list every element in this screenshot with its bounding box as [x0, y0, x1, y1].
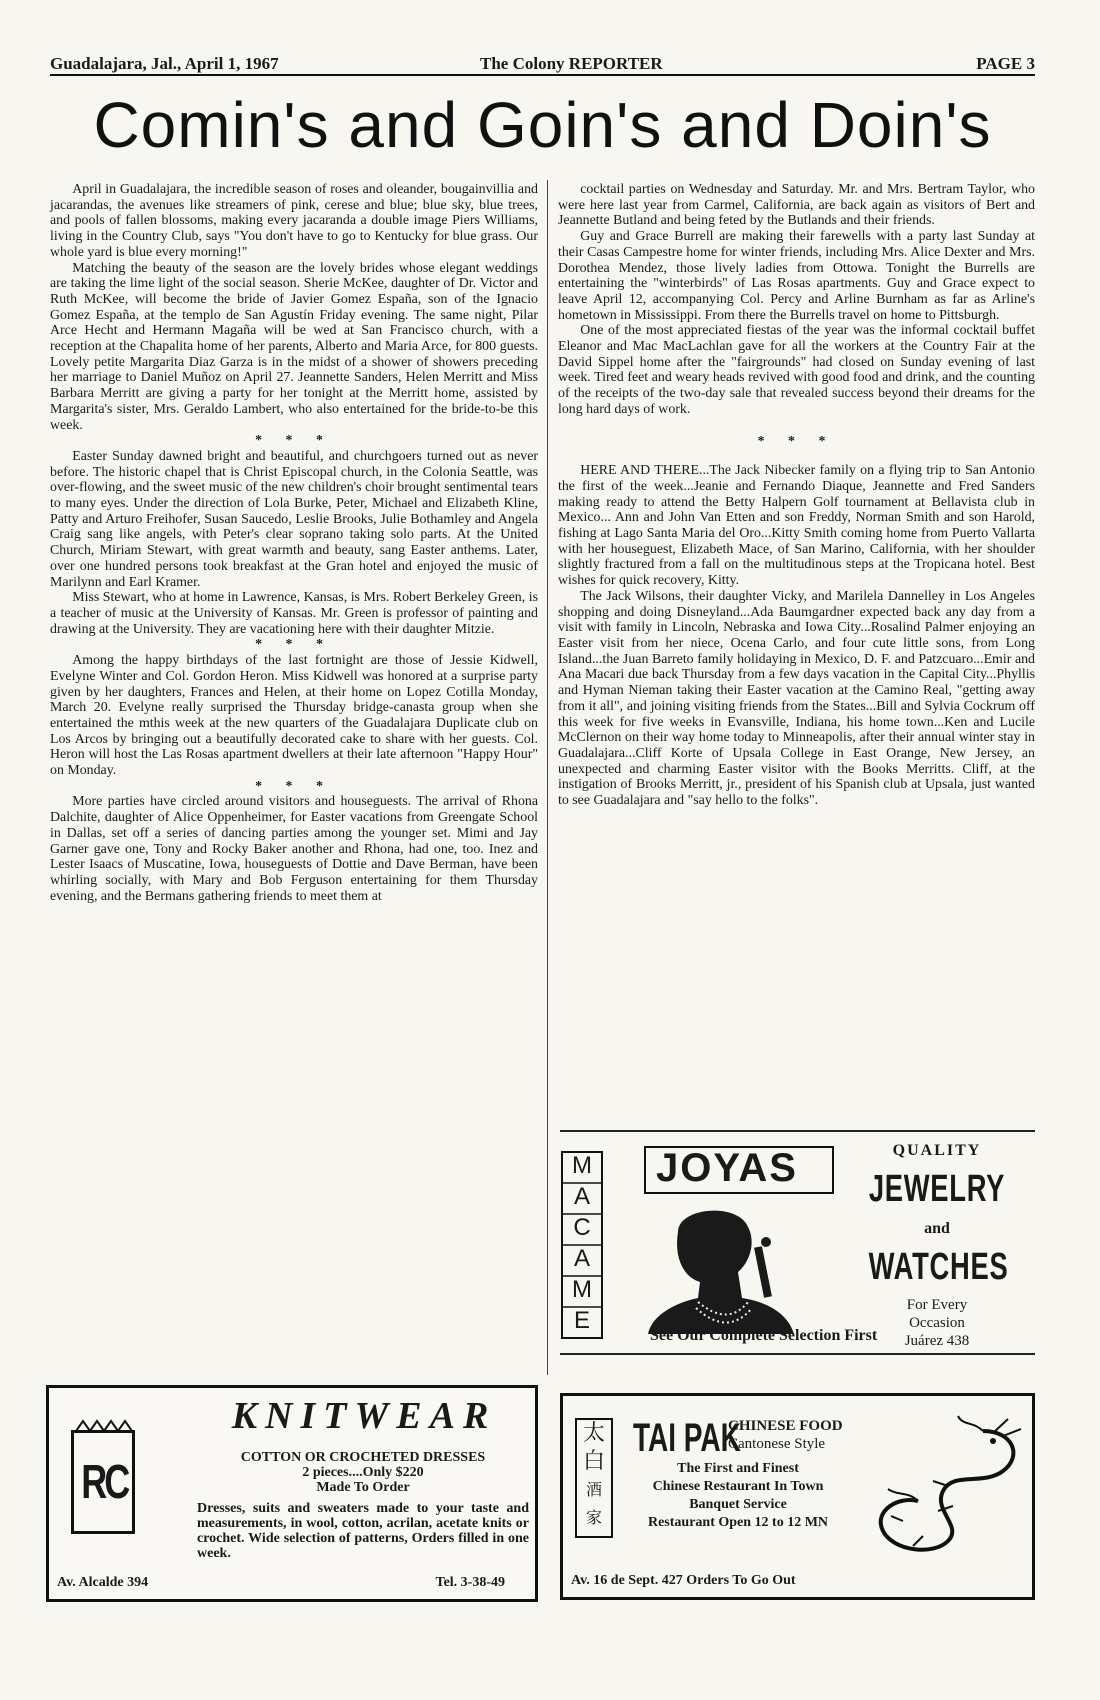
macame-letter: E [573, 1307, 590, 1334]
knitwear-advertisement [46, 1385, 538, 1602]
page-title: Comin's and Goin's and Doin's [93, 89, 992, 161]
article-paragraph: Miss Stewart, who at home in Lawrence, Kansas, is Mrs. Robert Berkeley Green, is a teacher of music at the University of Kansas. Mr. Green is professor of painting and drawing at the University. They are vacationing here with their daughter Mitzie. [50, 590, 538, 637]
taipak-copy [623, 1460, 853, 1532]
knitwear-line: Made To Order [316, 1480, 410, 1495]
woman-portrait-icon [638, 1202, 798, 1334]
chinese-food-label: CHINESE FOOD [728, 1418, 843, 1434]
selection-line: See Our Complete Selection First [650, 1327, 878, 1344]
quality-label: QUALITY [892, 1142, 982, 1159]
section-separator: * * * [255, 433, 333, 449]
address-line: Juárez 438 [904, 1333, 970, 1349]
page-header [50, 52, 1035, 76]
section-separator: * * * [757, 433, 836, 449]
taipak-line: Banquet Service [689, 1497, 787, 1512]
article-paragraph: HERE AND THERE...The Jack Nibecker family on a flying trip to San Antonio the first of the week...Jeanie and Fernando Diaque, Jeannette and Fred Sanders making ready to attend the Betty Halpern Golf tournament at Bellavista club in Mexico... Ann and John Van Etten and son Freddy, Norman Smith and son Harold, fishing at Lago Santa Maria del Oro...Kitty Smith coming home from Puerto Vallarta with her houseguest, Elizabeth Mace, of San Marino, California, with her shoulder slightly fractured from a fall on the multitudinous steps at the Tropicana hotel. Best wishes for quick recovery, Kitty. [558, 463, 1035, 589]
joyas-word: JOYAS [656, 1146, 798, 1190]
macame-logo [560, 1150, 604, 1334]
knitwear-address: Av. Alcalde 394 [57, 1575, 149, 1590]
dateline: Guadalajara, Jal., April 1, 1967 [50, 54, 279, 73]
joyas-tagline [842, 1142, 1032, 1350]
page-number: PAGE 3 [976, 54, 1035, 73]
chinese-character: 白 [582, 1449, 605, 1474]
knitwear-footer [57, 1575, 527, 1591]
section-separator: * * * [255, 637, 333, 653]
chinese-character: 家 [585, 1508, 602, 1527]
watches-label: WATCHES [868, 1246, 1009, 1288]
article-paragraph: One of the most appreciated fiestas of the year was the informal cocktail buffet Eleanor and Mac MacLachlan gave for all the workers at the Country Fair at the David Sippel home after the "fairgrounds" had closed on Sunday evening of last week. Tired feet and weary heads revived with good food and drink, and the counting of the receipts of the two-day sale that revealed success beyond their dreams for the long hard days of work. [558, 323, 1035, 417]
article-paragraph: The Jack Wilsons, their daughter Vicky, and Marilela Dannelley in Los Angeles shopping and doing Disneyland...Ada Baumgardner expected back any day from a visit with family in Lincoln, Nebraska and Iowa City...Rosalind Palmer enjoying an Easter visit from her niece, Ocena Carlo, and four cute little sons, from Long Island...the Juan Barreto family holidaying in Mexico, D. F. and Patzcuaro...Emir and Ana Macari due back Thursday from a few days vacation in the Capital City...Phyllis and Hyman Nieman taking their Easter vacation at the Camino Real, "getting away from it all", and joining visiting friends from the States...Bill and Sylvia Cockrum off this week for five weeks in Evansville, Indiana, his home town...Ken and Lucile McClernon on their way home today to Minneapolis, after their annual winter stay in Guadalajara...Cliff Korte of Upsala College in East Orange, New Jersey, an unexpected and charming Easter visitor with the Books Merritts. Cliff, at the instigation of Brooks Merritt, jr., president of his Spanish club at Upsala, just wanted to see Guadalajara and "say hello to the folks". [558, 588, 1035, 809]
macame-letter: M [572, 1152, 592, 1179]
knitwear-body: Dresses, suits and sweaters made to your taste and measurements, in wool, cotton, acrilan, acetate knits or crochet. Wide selection of patterns, Orders filled in one week. [197, 1501, 529, 1561]
rc-logo-text: RC [81, 1456, 128, 1509]
occasion-line: For Every [906, 1297, 968, 1313]
dragon-icon [863, 1411, 1028, 1561]
article-paragraph: cocktail parties on Wednesday and Saturday. Mr. and Mrs. Bertram Taylor, who were here last year from Carmel, California, are back again as visitors of Bert and Jeannette Butland and being feted by the Butlands and their friends. [558, 182, 1035, 229]
article-paragraph: Among the happy birthdays of the last fortnight are those of Jessie Kidwell, Evelyne Winter and Col. Gordon Heron. Miss Kidwell was honored at a surprise party given by her daughters, Frances and Helen, at their home on Lopez Cotilla Monday, March 20. Evelyne really surprised the Thursday bridge-canasta group when she entertained the mthis week at the new quarters of the Guadalajara Duplicate club on Los Arcos by bringing out a beautifully decorated cake to share with her guests. Col. Heron will host the Las Rosas apartment dwellers at their late afternoon "Happy Hour" on Monday. [50, 653, 538, 779]
macame-letter: A [573, 1183, 590, 1210]
knitwear-line: COTTON OR CROCHETED DRESSES [240, 1450, 486, 1465]
rc-logo [71, 1430, 135, 1534]
knitwear-copy [197, 1450, 529, 1561]
chinese-character: 太 [582, 1421, 605, 1446]
macame-letter: M [572, 1276, 592, 1303]
zigzag-icon [76, 1419, 132, 1433]
macame-letter: A [573, 1245, 590, 1272]
jewelry-label: JEWELRY [868, 1168, 1006, 1210]
section-separator: * * * [255, 778, 333, 794]
macame-letter: C [573, 1214, 591, 1241]
knitwear-title: KNITWEAR [231, 1395, 497, 1437]
chinese-character: 酒 [585, 1480, 602, 1499]
taipak-hours: Restaurant Open 12 to 12 MN [647, 1515, 829, 1530]
and-label: and [924, 1220, 950, 1237]
newspaper-name: The Colony REPORTER [480, 54, 663, 73]
joyas-advertisement [560, 1130, 1035, 1355]
taipak-line: Chinese Restaurant In Town [652, 1479, 824, 1494]
taipak-name: TAI PAK [633, 1416, 741, 1460]
article-paragraph: Matching the beauty of the season are the lovely brides whose elegant weddings are taking the lime light of the social season. Sherie McKee, daughter of Dr. Victor and Ruth McKee, will become the bride of Javier Gomez España, son of the Ignacio Gomez España, at the templo de San Agustín Friday evening. The same night, Pilar Arce Hecht and Hermann Magaña will be wed at San Francisco church, with a reception at the Chapalita home of her parents, Alberto and Maria Arce, for 800 guests. Lovely petite Margarita Diaz Garza is in the midst of a shower of showers preceding her marriage to Daniel Muñoz on April 27. Jeannette Sanders, Helen Merritt and Miss Barbara Merritt are giving a party for her tonight at the Merritt home, assisted by Margarita's sister, Mrs. Geraldo Lambert, who also entertained for the bride-to-be this week. [50, 260, 538, 433]
right-column [558, 182, 1035, 809]
article-paragraph: Guy and Grace Burrell are making their farewells with a party last Sunday at their Casas Campestre home for winter friends, including Mrs. Alice Dexter and Mrs. Dorothea Mendez, those lively ladies from Ottowa. Tonight the Burrells are entertaining the "winterbirds" of Las Rosas apartments. Guy and Grace expect to leave April 12, accompanying Col. Percy and Arline Burnham as far as Arline's hometown in Mississippi. From there the Burrells travel on home to Pittsburgh. [558, 229, 1035, 323]
knitwear-phone: Tel. 3-38-49 [435, 1575, 505, 1590]
article-paragraph: April in Guadalajara, the incredible season of roses and oleander, bougainvillia and jacarandas, the avenues like streamers of pink, cerese and blue; blue sky, blue trees, and pools of fallen blossoms, making every jacaranda a double image Piers Williams, living in the Country Club, says "You don't have to go to Kentucky for blue grass. Our whole yard is blue every morning!" [50, 182, 538, 260]
taipak-line: The First and Finest [677, 1461, 799, 1476]
article-paragraph: Easter Sunday dawned bright and beautiful, and churchgoers turned out as never before. The historic chapel that is Christ Episcopal church, in the Colonia Seattle, was over-flowing, and the sweet music of the new children's choir brought sentimental tears to many eyes. Under the direction of Lola Burke, Peter, Michael and Elizabeth Kline, Patty and Arturo Freihofer, Susan Saucedo, Leslie Brooks, Julie Bothamley and Angela Craig sang like angels, with Peter's clear soprano taking solo parts. At the United Church, Miriam Stewart, with great warmth and beauty, sang Easter anthems. Later, over one hundred persons took breakfast at the Gran hotel and enjoyed the music of Marilynn and Earl Kramer. [50, 448, 538, 590]
cantonese-label: Cantonese Style [728, 1436, 826, 1452]
chinese-characters-logo [575, 1418, 613, 1538]
knitwear-price: 2 pieces....Only $220 [302, 1465, 424, 1480]
article-paragraph: More parties have circled around visitors and houseguests. The arrival of Rhona Dalchite, daughter of Alice Oppenheimer, for Easter vacations from Greengate School in Dallas, set off a series of dancing parties among the younger set. Mimi and Jay Garner gave one, Tony and Rocky Baker another and Rhona, had one, too. Inez and Lester Isaacs of Muscatine, Iowa, houseguests of Dottie and Dave Berman, have been whirling socially, with Mary and Bob Ferguson entertaining for them Thursday evening, and the Bermans gathering friends to meet them at [50, 794, 538, 904]
column-divider [547, 180, 548, 1375]
taipak-footer: Av. 16 de Sept. 427 Orders To Go Out [571, 1573, 796, 1588]
occasion-line: Occasion [909, 1315, 965, 1331]
left-column [50, 182, 538, 904]
taipak-advertisement [560, 1393, 1035, 1600]
